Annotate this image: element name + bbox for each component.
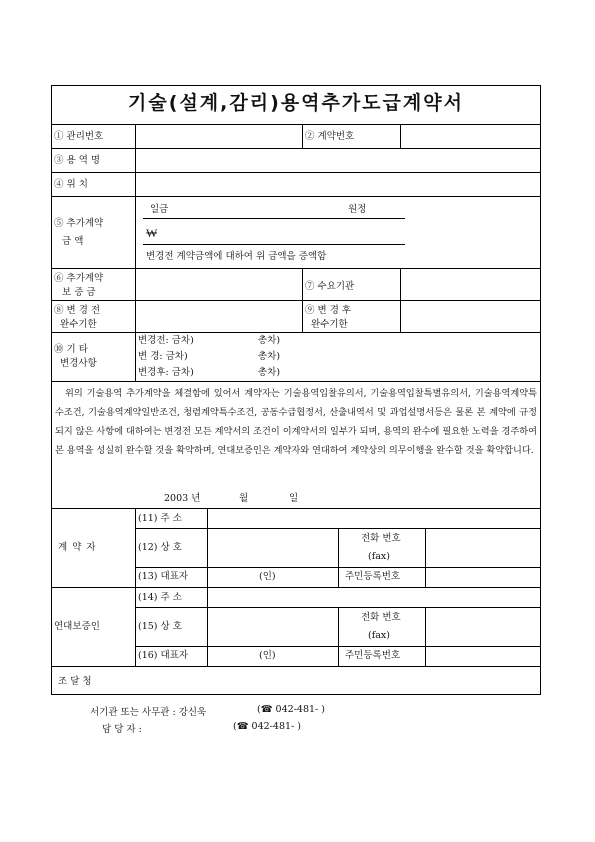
amount-certify-text: 변경전 계약금액에 대하여 위 금액을 증액함 [146,251,327,262]
rule [51,172,541,173]
rule [51,196,541,197]
label-procurement-office: 조 달 청 [58,676,92,687]
contractor-name-label: (12) 상 호 [138,542,182,553]
guarantor-fax-label: (fax) [368,630,390,641]
date-year: 2003 년 [164,493,201,504]
rule [302,268,303,332]
label-add-deposit-sub: 보 증 금 [62,287,96,298]
rule [400,268,401,332]
rule [400,124,401,148]
guarantor-address-label: (14) 주 소 [138,592,182,603]
rule [338,607,339,666]
guarantor-rep-label: (16) 대표자 [138,650,189,661]
rule [207,508,208,666]
rule [302,124,303,148]
change-row-after-total: 총차) [258,367,281,378]
rule [143,244,405,245]
date-day: 일 [289,493,299,504]
contractor-seal: (인) [259,571,276,582]
date-month: 월 [239,493,249,504]
rule [51,300,541,301]
contractor-address-label: (11) 주 소 [138,513,182,524]
change-row-change: 변 경: 금차) [138,351,188,362]
label-add-amount-sub: 금 액 [62,236,84,247]
rule [51,587,541,588]
rule [143,218,405,219]
label-demand-agency: ⑦ 수요기관 [305,281,355,292]
guarantor-name-label: (15) 상 호 [138,621,182,632]
rule [338,528,339,587]
footer-staff-phone: (☎ 042-481- ) [233,721,301,732]
label-location: ④ 위 치 [54,179,88,190]
change-row-change-total: 총차) [258,351,281,362]
guarantor-seal: (인) [259,650,276,661]
label-mgmt-no: ① 관리번호 [54,131,104,142]
label-contractor: 계 약 자 [58,542,97,553]
change-row-after: 변경후: 금차) [138,367,194,378]
label-other-changes-sub: 변경사항 [60,358,97,369]
change-row-before-total: 총차) [258,335,281,346]
rule [51,148,541,149]
label-other-changes: ⑩ 기 타 [54,344,88,355]
amount-ilgeum: 일금 [150,204,169,215]
change-row-before: 변경전: 금차) [138,335,194,346]
rule [51,381,541,382]
label-service-name: ③ 용 역 명 [54,155,101,166]
guarantor-id-label: 주민등록번호 [345,650,401,661]
rule [135,124,136,381]
rule [135,508,136,666]
contractor-fax-label: (fax) [368,551,390,562]
contractor-phone-label: 전화 번호 [361,533,401,544]
label-before-deadline-sub: 완수기한 [60,319,97,330]
amount-won: 원정 [348,204,367,215]
rule [51,332,541,333]
footer-officer-label: 서기관 또는 사무관 : 강신욱 [90,707,207,718]
label-after-deadline: ⑨ 변 경 후 [305,305,352,316]
won-symbol: ₩ [146,226,158,240]
label-add-deposit: ⑥ 추가계약 [54,273,104,284]
footer-officer-phone: (☎ 042-481- ) [257,704,325,715]
rule [51,666,541,667]
rule [425,528,426,587]
label-contract-no: ② 계약번호 [305,131,355,142]
contractor-id-label: 주민등록번호 [345,571,401,582]
label-after-deadline-sub: 완수기한 [311,319,348,330]
guarantor-phone-label: 전화 번호 [361,612,401,623]
footer-staff-label: 담 당 자 : [102,724,142,735]
contractor-rep-label: (13) 대표자 [138,571,189,582]
label-guarantor: 연대보증인 [54,621,100,632]
label-before-deadline: ⑧ 변 경 전 [54,305,101,316]
rule [51,124,541,125]
contract-terms-paragraph: 위의 기술용역 추가계약을 체결함에 있어서 계약자는 기술용역입찰유의서, 기술용역입찰특별유의서, 기술용역계약특수조건, 기술용역계약일반조건, 청렴계약특수조건, 공동수급협정서, 산출내역서 및 과업설명서등은 물론 본 계약에 규정되지 않은 사항에 대하여는 변경전 모든 계약서의 조건이 이계약서의 일부가 되며, 용역의 완수에 필요한 노력을 경주하여 본 용역을 성실히 완수할 것을 확약하며, 연대보증인은 계약자와 연대하여 계약상의 의무이행을 완수할 것을 확약합니다. [55,388,537,456]
rule [425,607,426,666]
document-title: 기술(설계,감리)용역추가도급계약서 [128,92,464,114]
label-add-amount: ⑤ 추가계약 [54,218,104,229]
rule [51,508,541,509]
rule [51,268,541,269]
